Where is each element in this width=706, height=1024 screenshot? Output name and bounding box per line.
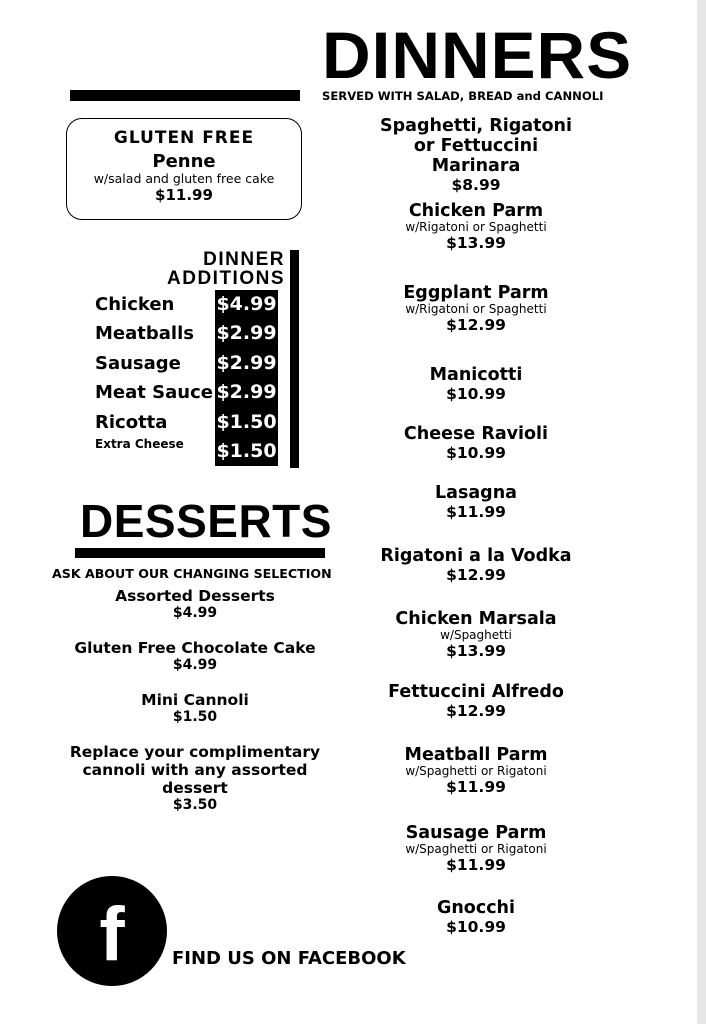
dinner-name: Chicken Marsala bbox=[395, 609, 557, 629]
dinner-price: $10.99 bbox=[446, 385, 506, 403]
addition-name: Chicken bbox=[95, 294, 175, 315]
dinner-price: $11.99 bbox=[446, 503, 506, 521]
dinner-desc: w/Spaghetti bbox=[440, 628, 512, 642]
desserts-subtitle: ASK ABOUT OUR CHANGING SELECTION bbox=[52, 566, 332, 581]
addition-price: $2.99 bbox=[215, 349, 278, 378]
dinner-desc: w/Spaghetti or Rigatoni bbox=[405, 842, 547, 856]
dinner-item bbox=[366, 823, 586, 874]
dessert-name: Replace your complimentary cannoli with any assorted dessert bbox=[69, 743, 321, 797]
dinner-item bbox=[366, 283, 586, 334]
dinner-name: Gnocchi bbox=[436, 898, 516, 918]
gluten-free-price: $11.99 bbox=[155, 185, 213, 204]
dinner-item bbox=[366, 424, 586, 462]
gluten-free-box bbox=[66, 118, 302, 220]
dinner-item bbox=[366, 898, 586, 936]
additions-title bbox=[120, 250, 285, 288]
dinner-item bbox=[366, 682, 586, 720]
dessert-price: $3.50 bbox=[172, 797, 218, 813]
dinner-name: Lasagna bbox=[435, 483, 517, 503]
dessert-price: $4.99 bbox=[172, 657, 218, 673]
gluten-free-title: GLUTEN FREE bbox=[113, 128, 255, 148]
dessert-price: $4.99 bbox=[172, 605, 218, 621]
dinner-desc: w/Spaghetti or Rigatoni bbox=[405, 764, 547, 778]
dinner-price: $8.99 bbox=[451, 176, 501, 194]
desserts-list bbox=[40, 587, 350, 831]
facebook-text[interactable]: FIND US ON FACEBOOK bbox=[172, 948, 406, 969]
dessert-item bbox=[40, 587, 350, 621]
dinner-price: $10.99 bbox=[446, 444, 506, 462]
addition-price: $2.99 bbox=[215, 378, 278, 407]
gluten-free-item: Penne bbox=[152, 151, 216, 172]
dinner-price: $11.99 bbox=[446, 778, 506, 796]
page-edge bbox=[697, 0, 706, 1024]
dinner-price: $12.99 bbox=[446, 316, 506, 334]
additions-divider-bar bbox=[290, 250, 299, 468]
top-divider-bar bbox=[70, 90, 300, 101]
dinner-name: Meatball Parm bbox=[404, 745, 548, 765]
addition-name: Extra Cheese bbox=[95, 436, 184, 451]
dinner-price: $10.99 bbox=[446, 918, 506, 936]
dinner-name: Fettuccini Alfredo bbox=[388, 682, 564, 702]
dinner-item bbox=[366, 365, 586, 403]
dinner-desc: w/Rigatoni or Spaghetti bbox=[405, 302, 547, 316]
addition-price: $4.99 bbox=[215, 290, 278, 319]
dinner-price: $13.99 bbox=[446, 234, 506, 252]
dessert-price: $1.50 bbox=[172, 709, 218, 725]
dessert-name: Assorted Desserts bbox=[115, 587, 275, 605]
dinner-item bbox=[366, 116, 586, 194]
addition-name: Sausage bbox=[95, 352, 181, 374]
addition-name: Meat Sauce bbox=[95, 382, 213, 404]
dinner-name: Sausage Parm bbox=[405, 823, 547, 843]
dinner-price: $12.99 bbox=[446, 702, 506, 720]
gluten-free-desc: w/salad and gluten free cake bbox=[93, 171, 275, 186]
dinner-name: Eggplant Parm bbox=[403, 283, 549, 303]
dinner-name: Rigatoni a la Vodka bbox=[380, 546, 572, 566]
dinners-subtitle: SERVED WITH SALAD, BREAD and CANNOLI bbox=[322, 89, 604, 103]
desserts-title: DESSERTS bbox=[80, 495, 332, 547]
additions-title-line2: ADDITIONS bbox=[167, 268, 285, 289]
addition-price: $1.50 bbox=[215, 437, 278, 466]
dinner-item bbox=[366, 546, 586, 584]
dessert-name: Gluten Free Chocolate Cake bbox=[74, 639, 316, 657]
addition-price: $2.99 bbox=[215, 319, 278, 348]
dinner-item bbox=[366, 745, 586, 796]
dinner-item bbox=[366, 201, 586, 252]
facebook-icon[interactable] bbox=[57, 876, 167, 986]
dessert-item bbox=[40, 743, 350, 813]
dessert-item bbox=[40, 691, 350, 725]
dinner-price: $12.99 bbox=[446, 566, 506, 584]
dinner-item bbox=[366, 483, 586, 521]
additions-title-line1: DINNER bbox=[203, 249, 285, 270]
dinner-item bbox=[366, 609, 586, 660]
dinner-name: Cheese Ravioli bbox=[403, 424, 549, 444]
dinner-price: $13.99 bbox=[446, 642, 506, 660]
dinner-name: Spaghetti, Rigatoni or Fettuccini Marinara bbox=[380, 116, 572, 176]
dinners-title: DINNERS bbox=[322, 18, 633, 92]
dinner-desc: w/Rigatoni or Spaghetti bbox=[405, 220, 547, 234]
dessert-name: Mini Cannoli bbox=[141, 691, 249, 709]
addition-price: $1.50 bbox=[215, 408, 278, 437]
addition-name: Meatballs bbox=[95, 323, 194, 345]
dinner-name: Chicken Parm bbox=[408, 201, 544, 221]
dinner-name: Manicotti bbox=[429, 365, 523, 385]
facebook-glyph: f bbox=[99, 892, 125, 977]
dinner-price: $11.99 bbox=[446, 856, 506, 874]
addition-name: Ricotta bbox=[95, 411, 168, 433]
desserts-divider-bar bbox=[75, 548, 325, 558]
dessert-item bbox=[40, 639, 350, 673]
